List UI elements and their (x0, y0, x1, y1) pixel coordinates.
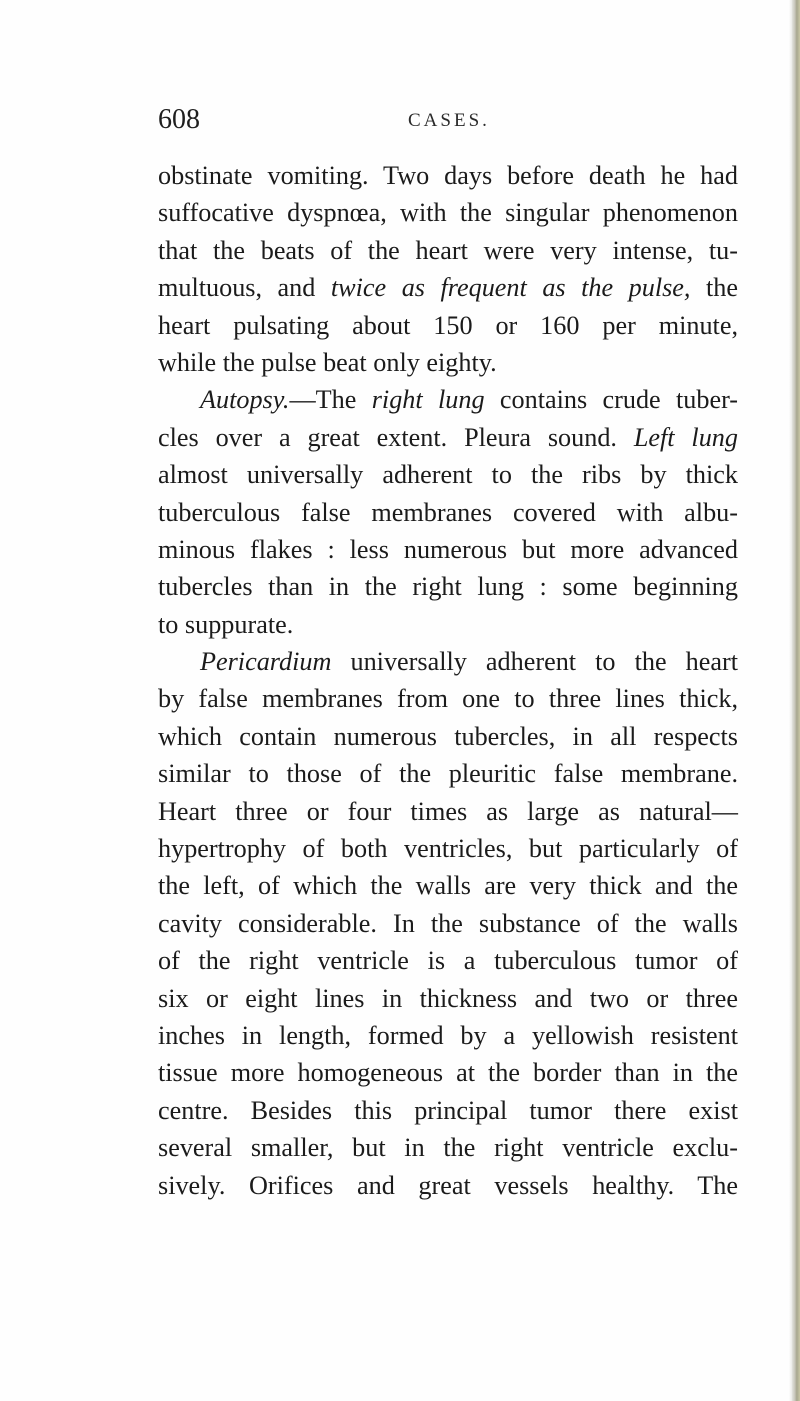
text-line: hypertrophy of both ventricles, but particularly of (158, 834, 738, 864)
text-line: sively. Orifices and great vessels healthy. The (158, 1170, 738, 1200)
page-number: 608 (158, 104, 200, 135)
text-line: suffocative dyspnœa, with the singular phenomenon (158, 198, 738, 228)
text-line: Pericardium universally adherent to the heart (200, 647, 738, 677)
text-line: inches in length, formed by a yellowish resistent (158, 1020, 738, 1050)
text-line: to suppurate. (158, 609, 294, 639)
text-line: minous flakes : less numerous but more advanced (158, 534, 738, 564)
running-head-title: CASES. (408, 110, 490, 131)
text-line: tissue more homogeneous at the border than in the (158, 1058, 738, 1088)
italic-phrase: Left lung (633, 422, 738, 452)
text-line: while the pulse beat only eighty. (158, 347, 497, 377)
text-line: several smaller, but in the right ventricle exclu- (158, 1133, 738, 1163)
page-edge-shadow (792, 0, 800, 1401)
body-text (158, 157, 738, 1204)
text-line: heart pulsating about 150 or 160 per minute, (158, 310, 738, 340)
text-line: obstinate vomiting. Two days before death he had (158, 161, 738, 190)
text-line: the left, of which the walls are very thick and the (158, 871, 738, 901)
text-line: multuous, and twice as frequent as the pulse, the (158, 273, 739, 303)
text-line: almost universally adherent to the ribs by thick (158, 460, 738, 490)
text-line: Heart three or four times as large as natural— (158, 796, 738, 826)
text-line: centre. Besides this principal tumor there exist (158, 1095, 738, 1125)
text-line: cles over a great extent. Pleura sound. Left lung (158, 422, 738, 452)
italic-phrase: right lung (371, 385, 485, 415)
text-line: similar to those of the pleuritic false membrane. (158, 759, 738, 789)
text-line: Autopsy.—The right lung contains crude tuber- (200, 385, 738, 415)
running-head (158, 104, 718, 136)
italic-phrase: twice as frequent as the pulse, (330, 273, 691, 303)
italic-heading-pericardium: Pericardium (200, 647, 332, 677)
text-line: cavity considerable. In the substance of the walls (158, 908, 738, 938)
text-line: which contain numerous tubercles, in all respects (158, 721, 738, 751)
text-line: that the beats of the heart were very intense, tu- (158, 235, 738, 265)
text-line: tuberculous false membranes covered with albu- (158, 497, 738, 527)
text-line: of the right ventricle is a tuberculous tumor of (158, 946, 738, 976)
text-line: tubercles than in the right lung : some beginning (158, 572, 738, 602)
text-line: six or eight lines in thickness and two or three (158, 983, 738, 1013)
text-line: by false membranes from one to three lines thick, (158, 684, 738, 714)
italic-heading-autopsy: Autopsy. (200, 385, 290, 415)
